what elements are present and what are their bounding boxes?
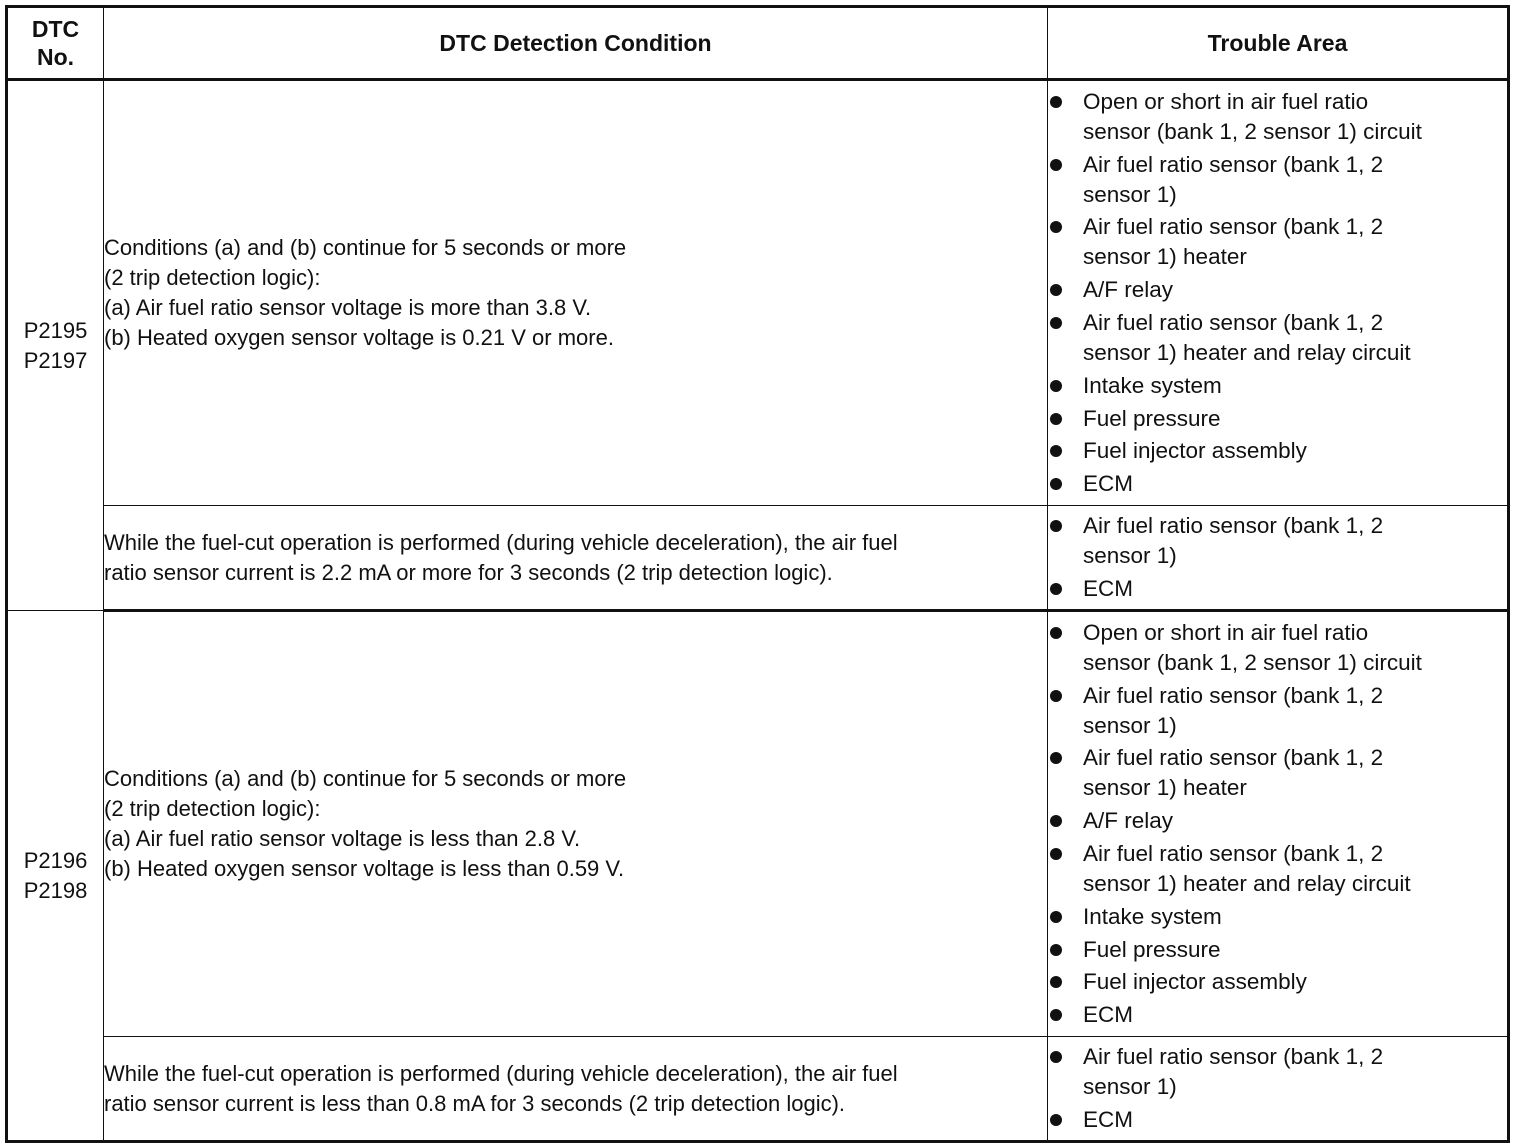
trouble-area-text: Fuel injector assembly [1083, 438, 1307, 464]
table-row [7, 611, 1509, 1037]
trouble-area-text: Air fuel ratio sensor (bank 1, 2 [1083, 151, 1384, 177]
dtc-code-cell [7, 80, 104, 611]
trouble-area-text: sensor (bank 1, 2 sensor 1) circuit [1083, 649, 1422, 675]
table-row [7, 80, 1509, 506]
trouble-area-cell [1048, 80, 1509, 506]
list-item [1048, 511, 1507, 571]
header-dtc-no-line-1: DTC [31, 16, 80, 42]
trouble-area-text: Air fuel ratio sensor (bank 1, 2 [1083, 310, 1384, 335]
bullet-icon [1050, 627, 1062, 639]
bullet-icon [1050, 284, 1062, 296]
condition-line: (2 trip detection logic): [104, 796, 321, 821]
list-item [1048, 436, 1507, 466]
trouble-area-text: sensor 1) [1083, 712, 1177, 738]
trouble-area-text: sensor 1) heater [1083, 244, 1247, 270]
condition-line: ratio sensor current is 2.2 mA or more for 3 seconds (2 trip detection logic). [104, 559, 833, 585]
trouble-area-text: Open or short in air fuel ratio [1083, 619, 1369, 645]
trouble-area-text: Air fuel ratio sensor (bank 1, 2 [1083, 513, 1384, 539]
detection-condition-cell [104, 80, 1048, 506]
bullet-icon [1050, 478, 1062, 490]
bullet-icon [1050, 752, 1062, 764]
list-item [1048, 150, 1507, 210]
trouble-area-text: Air fuel ratio sensor (bank 1, 2 [1083, 1044, 1384, 1070]
trouble-area-list [1048, 618, 1507, 1030]
trouble-area-text: sensor 1) heater and relay circuit [1083, 340, 1411, 365]
list-item [1048, 1105, 1507, 1135]
trouble-area-list [1048, 1042, 1507, 1135]
bullet-icon [1050, 413, 1062, 425]
trouble-area-text: Fuel pressure [1083, 405, 1221, 431]
trouble-area-text: sensor (bank 1, 2 sensor 1) circuit [1083, 118, 1422, 144]
condition-line: Conditions (a) and (b) continue for 5 seconds or more [104, 235, 627, 260]
condition-line: Conditions (a) and (b) continue for 5 seconds or more [104, 766, 627, 791]
list-item [1048, 618, 1507, 678]
trouble-area-list [1048, 511, 1507, 604]
condition-line: While the fuel-cut operation is performed (during vehicle deceleration), the air fuel [104, 1060, 898, 1086]
trouble-area-text: sensor 1) heater and relay circuit [1083, 871, 1411, 896]
trouble-area-text: ECM [1083, 1106, 1133, 1132]
condition-line: (b) Heated oxygen sensor voltage is less than 0.59 V. [104, 856, 625, 881]
trouble-area-text: A/F relay [1083, 277, 1174, 303]
list-item [1048, 1000, 1507, 1030]
dtc-code: P2195 [23, 317, 88, 343]
list-item [1048, 681, 1507, 741]
trouble-area-text: Air fuel ratio sensor (bank 1, 2 [1083, 841, 1384, 866]
list-item [1048, 371, 1507, 401]
bullet-icon [1050, 815, 1062, 827]
dtc-code-cell [7, 611, 104, 1142]
trouble-area-text: Air fuel ratio sensor (bank 1, 2 [1083, 745, 1384, 771]
trouble-area-cell [1048, 1037, 1509, 1142]
header-detection-condition: DTC Detection Condition [104, 7, 1048, 80]
trouble-area-text: sensor 1) heater [1083, 775, 1247, 801]
bullet-icon [1050, 221, 1062, 233]
bullet-icon [1050, 690, 1062, 702]
header-trouble-area: Trouble Area [1048, 7, 1509, 80]
condition-line: ratio sensor current is less than 0.8 mA for 3 seconds (2 trip detection logic). [104, 1090, 846, 1116]
header-dtc-no-line-2: No. [36, 44, 75, 70]
bullet-icon [1050, 96, 1062, 108]
detection-condition-cell [104, 506, 1048, 611]
trouble-area-text: sensor 1) [1083, 543, 1177, 569]
list-item [1048, 806, 1507, 836]
table-row [7, 1037, 1509, 1142]
list-item [1048, 574, 1507, 604]
list-item [1048, 743, 1507, 803]
bullet-icon [1050, 520, 1062, 532]
dtc-table [5, 5, 1510, 1143]
header-row [7, 7, 1509, 80]
bullet-icon [1050, 317, 1062, 329]
trouble-area-text: Open or short in air fuel ratio [1083, 88, 1369, 114]
bullet-icon [1050, 583, 1062, 595]
bullet-icon [1050, 445, 1062, 457]
trouble-area-text: Intake system [1083, 372, 1222, 398]
trouble-area-cell [1048, 506, 1509, 611]
bullet-icon [1050, 1051, 1062, 1063]
detection-condition-cell [104, 611, 1048, 1037]
condition-line: (b) Heated oxygen sensor voltage is 0.21 V or more. [104, 325, 614, 350]
trouble-area-text: sensor 1) [1083, 1074, 1177, 1100]
list-item [1048, 404, 1507, 434]
list-item [1048, 308, 1507, 368]
bullet-icon [1050, 380, 1062, 392]
dtc-code: P2198 [23, 877, 88, 903]
detection-condition-cell [104, 1037, 1048, 1142]
trouble-area-text: ECM [1083, 1002, 1133, 1028]
list-item [1048, 275, 1507, 305]
trouble-area-text: Fuel pressure [1083, 936, 1221, 962]
condition-line: (a) Air fuel ratio sensor voltage is more than 3.8 V. [104, 295, 592, 320]
list-item [1048, 935, 1507, 965]
dtc-code: P2197 [23, 347, 88, 373]
bullet-icon [1050, 159, 1062, 171]
list-item [1048, 902, 1507, 932]
table-row [7, 506, 1509, 611]
trouble-area-text: sensor 1) [1083, 181, 1177, 207]
bullet-icon [1050, 1009, 1062, 1021]
trouble-area-text: ECM [1083, 575, 1133, 601]
list-item [1048, 469, 1507, 499]
bullet-icon [1050, 944, 1062, 956]
bullet-icon [1050, 976, 1062, 988]
trouble-area-text: A/F relay [1083, 808, 1174, 834]
list-item [1048, 1042, 1507, 1102]
trouble-area-text: Intake system [1083, 903, 1222, 929]
bullet-icon [1050, 848, 1062, 860]
list-item [1048, 212, 1507, 272]
bullet-icon [1050, 911, 1062, 923]
condition-line: (2 trip detection logic): [104, 265, 321, 290]
trouble-area-text: Air fuel ratio sensor (bank 1, 2 [1083, 682, 1384, 708]
list-item [1048, 87, 1507, 147]
list-item [1048, 967, 1507, 997]
list-item [1048, 839, 1507, 899]
trouble-area-text: Fuel injector assembly [1083, 969, 1307, 995]
bullet-icon [1050, 1114, 1062, 1126]
trouble-area-list [1048, 87, 1507, 499]
condition-line: While the fuel-cut operation is performed (during vehicle deceleration), the air fuel [104, 529, 898, 555]
trouble-area-text: ECM [1083, 471, 1133, 497]
dtc-code: P2196 [23, 847, 88, 873]
trouble-area-cell [1048, 611, 1509, 1037]
header-dtc-no [7, 7, 104, 80]
condition-line: (a) Air fuel ratio sensor voltage is less than 2.8 V. [104, 826, 581, 851]
trouble-area-text: Air fuel ratio sensor (bank 1, 2 [1083, 214, 1384, 240]
